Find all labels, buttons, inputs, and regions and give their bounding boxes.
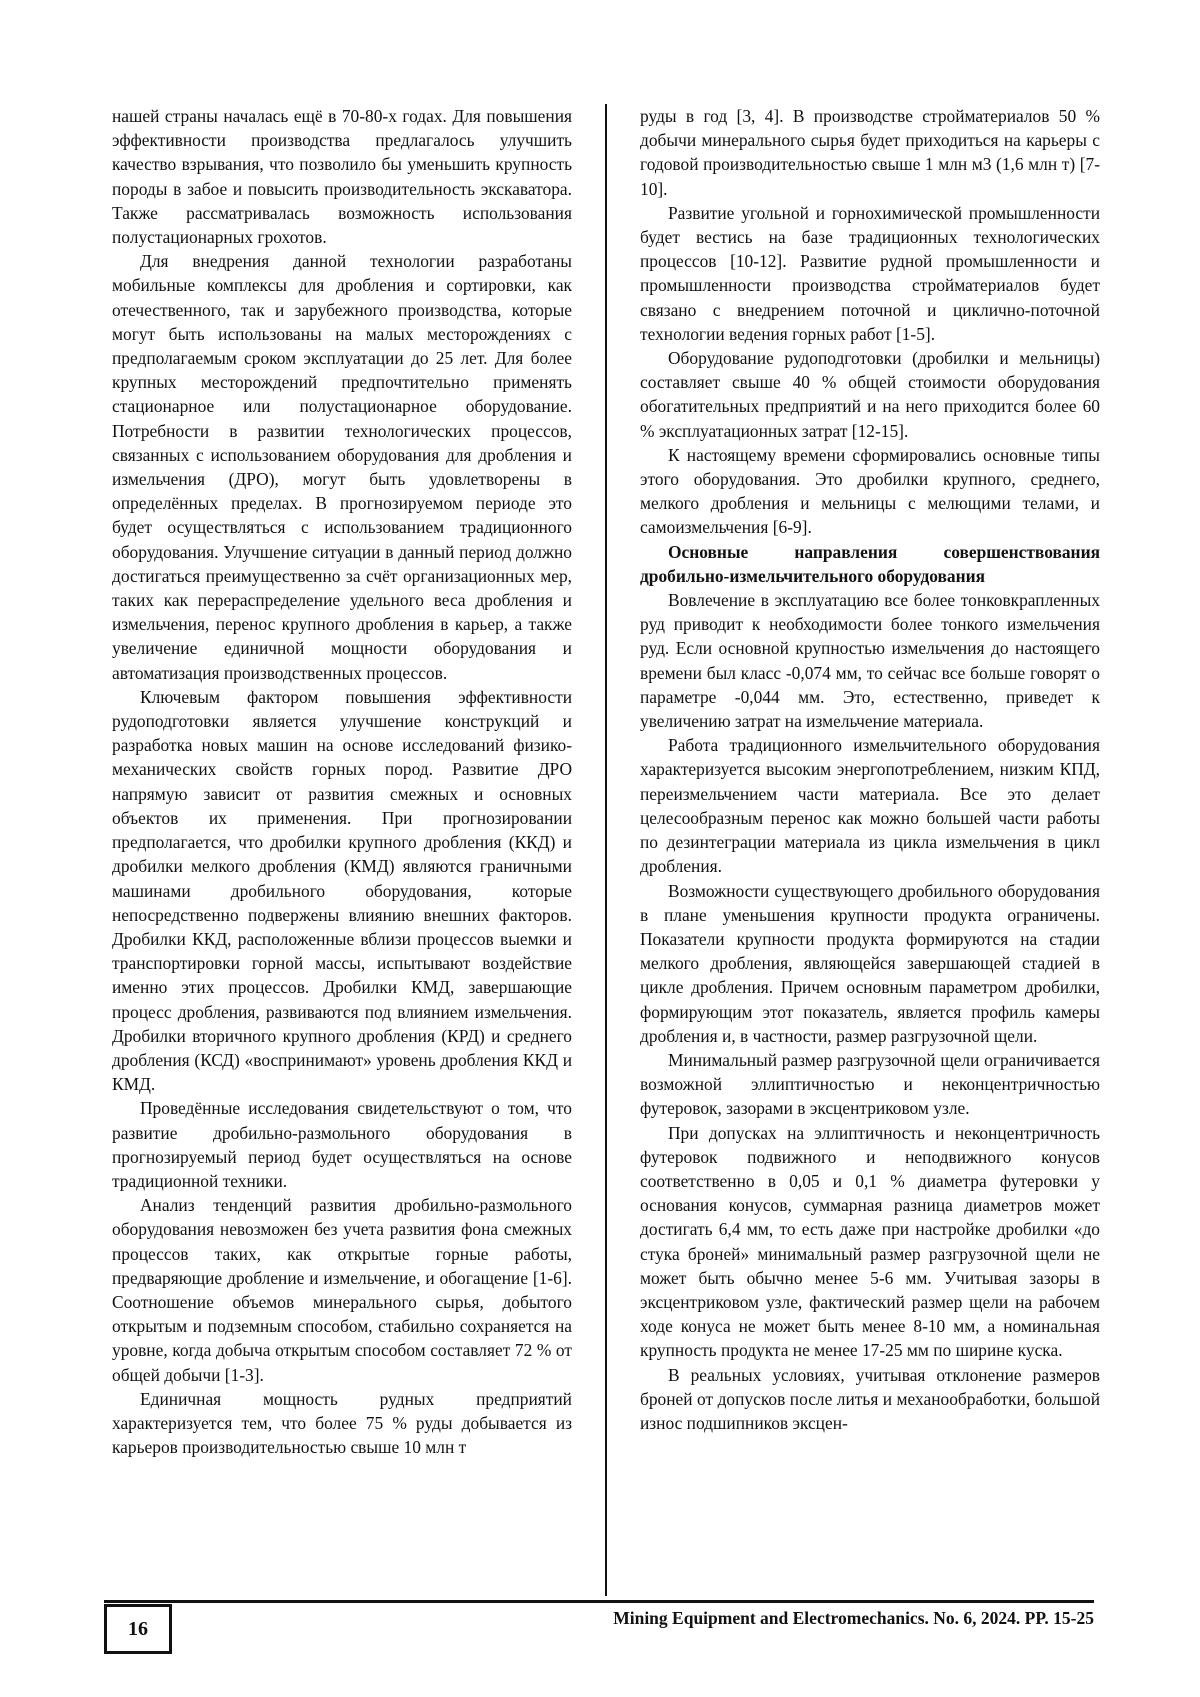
paragraph: Ключевым фактором повышения эффективности рудоподготовки является улучшение конструкций и разработка новых машин на основе исследований физико-механических свойств горных пород. Развитие ДРО напрямую зависит от развития смежных и основных объектов их применения. При прогнозировании предполагается, что дробилки крупного дробления (ККД) и дробилки мелкого дробления (КМД) являются граничными машинами дробильного оборудования, которые непосредственно подвержены влиянию внешних факторов. Дробилки ККД, расположенные вблизи процессов выемки и транспортировки горной массы, испытывают воздействие именно этих процессов. Дробилки КМД, завершающие процесс дробления, развиваются под влиянием измельчения. Дробилки вторичного крупного дробления (КРД) и среднего дробления (КСД) «воспринимают» уровень дробления ККД и КМД. xyxy=(112,685,572,1096)
paragraph: Оборудование рудоподготовки (дробилки и мельницы) составляет свыше 40 % общей стоимости оборудования обогатительных предприятий и на него приходится более 60 % эксплуатационных затрат [12-15]. xyxy=(640,346,1100,443)
column-divider xyxy=(605,104,607,1596)
paragraph: руды в год [3, 4]. В производстве стройматериалов 50 % добычи минерального сырья будет приходиться на карьеры с годовой производительностью свыше 1 млн м3 (1,6 млн т) [7-10]. xyxy=(640,104,1100,201)
page-number: 16 xyxy=(104,1604,172,1654)
footer-rule xyxy=(104,1600,1094,1603)
paragraph: Проведённые исследования свидетельствуют о том, что развитие дробильно-размольного оборудования в прогнозируемый период будет осуществляться на основе традиционной техники. xyxy=(112,1096,572,1193)
paragraph: К настоящему времени сформировались основные типы этого оборудования. Это дробилки крупного, среднего, мелкого дробления и мельницы с мелющими телами, и самоизмельчения [6-9]. xyxy=(640,443,1100,540)
paragraph: Возможности существующего дробильного оборудования в плане уменьшения крупности продукта ограничены. Показатели крупности продукта формируются на стадии мелкого дробления, являющейся завершающей стадией в цикле дробления. Причем основным параметром дробилки, формирующим этот показатель, является профиль камеры дробления и, в частности, размер разгрузочной щели. xyxy=(640,879,1100,1048)
paragraph: Минимальный размер разгрузочной щели ограничивается возможной эллиптичностью и неконцентричностью футеровок, зазорами в эксцентриковом узле. xyxy=(640,1048,1100,1121)
journal-citation: Mining Equipment and Electromechanics. No. 6, 2024. PP. 15-25 xyxy=(613,1608,1094,1629)
paragraph: Вовлечение в эксплуатацию все более тонковкрапленных руд приводит к необходимости более тонкого измельчения руд. Если основной крупностью измельчения до настоящего времени был класс -0,074 мм, то сейчас все больше говорят о параметре -0,044 мм. Это, естественно, приведет к увеличению затрат на измельчение материала. xyxy=(640,588,1100,733)
paragraph: Анализ тенденций развития дробильно-размольного оборудования невозможен без учета развития фона смежных процессов таких, как открытые горные работы, предваряющие дробление и измельчение, и обогащение [1-6]. Соотношение объемов минерального сырья, добытого открытым и подземным способом, стабильно сохраняется на уровне, когда добыча открытым способом составляет 72 % от общей добычи [1-3]. xyxy=(112,1193,572,1387)
paragraph: В реальных условиях, учитывая отклонение размеров броней от допусков после литья и механообработки, большой износ подшипников эксцен- xyxy=(640,1363,1100,1436)
right-column xyxy=(640,104,1100,1435)
section-heading: Основные направления совершенствования дробильно-измельчительного оборудования xyxy=(640,540,1100,588)
paragraph: Единичная мощность рудных предприятий характеризуется тем, что более 75 % руды добывается из карьеров производительностью свыше 10 млн т xyxy=(112,1387,572,1460)
left-column xyxy=(112,104,572,1459)
paragraph: При допусках на эллиптичность и неконцентричность футеровок подвижного и неподвижного конусов соответственно в 0,05 и 0,1 % диаметра футеровки у основания конусов, суммарная разница диаметров может достигать 6,4 мм, то есть даже при настройке дробилки «до стука броней» минимальный размер разгрузочной щели не может быть обычно менее 5-6 мм. Учитывая зазоры в эксцентриковом узле, фактический размер щели на рабочем ходе конуса не может быть менее 8-10 мм, а номинальная крупность продукта не менее 17-25 мм по ширине куска. xyxy=(640,1121,1100,1363)
paragraph: Работа традиционного измельчительного оборудования характеризуется высоким энергопотреблением, низким КПД, переизмельчением части материала. Все это делает целесообразным перенос как можно большей части работы по дезинтеграции материала из цикла измельчения в цикл дробления. xyxy=(640,733,1100,878)
paragraph: Для внедрения данной технологии разработаны мобильные комплексы для дробления и сортировки, как отечественного, так и зарубежного производства, которые могут быть использованы на малых месторождениях с предполагаемым сроком эксплуатации до 25 лет. Для более крупных месторождений предпочтительно применять стационарное или полустационарное оборудование. Потребности в развитии технологических процессов, связанных с использованием оборудования для дробления и измельчения (ДРО), могут быть удовлетворены в определённых пределах. В прогнозируемом периоде это будет осуществляться с использованием традиционного оборудования. Улучшение ситуации в данный период должно достигаться преимущественно за счёт организационных мер, таких как перераспределение удельного веса дробления и измельчения, перенос крупного дробления в карьер, а также увеличение единичной мощности оборудования и автоматизация производственных процессов. xyxy=(112,249,572,685)
paragraph: Развитие угольной и горнохимической промышленности будет вестись на базе традиционных технологических процессов [10-12]. Развитие рудной промышленности и промышленности производства стройматериалов будет связано с внедрением поточной и циклично-поточной технологии ведения горных работ [1-5]. xyxy=(640,201,1100,346)
paragraph: нашей страны началась ещё в 70-80-х годах. Для повышения эффективности производства предлагалось улучшить качество взрывания, что позволило бы уменьшить крупность породы в забое и повысить производительность экскаватора. Также рассматривалась возможность использования полустационарных грохотов. xyxy=(112,104,572,249)
